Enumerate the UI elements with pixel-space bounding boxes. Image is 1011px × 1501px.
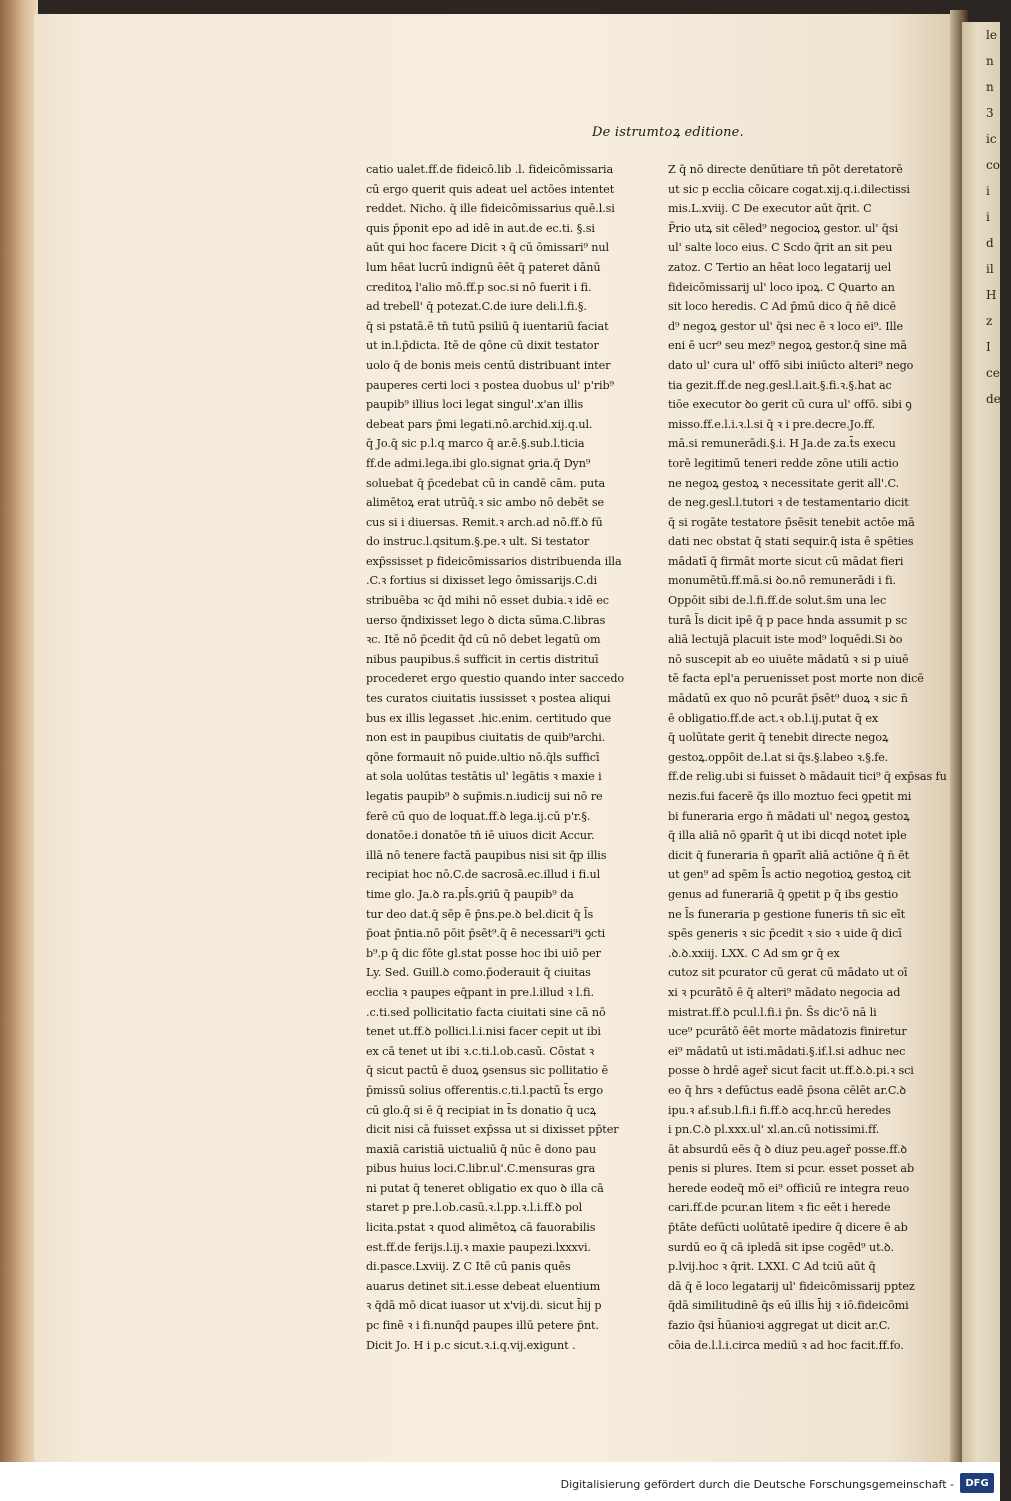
text-column-left <box>366 160 625 1355</box>
facing-page-fragment: d <box>986 236 994 250</box>
facing-page-fragment: de <box>986 392 1001 406</box>
text-line-left: pibus huius loci.C.libr.ul'.C.mensuras gra <box>366 1162 596 1176</box>
facing-page-fragment: H <box>986 288 997 302</box>
text-line-right: q̄ illa aliā nō ꝯparīt q̄ ut ibi dicqd notet iple <box>668 829 907 843</box>
text-line-right: herede eodeq̄ mō ei⁹ officiū re integra reuo <box>668 1181 910 1195</box>
facing-page-fragment: il <box>986 262 994 276</box>
text-line-right: q̄ uolūtate gerit q̄ tenebit directe negoꝝ <box>668 731 889 745</box>
text-line-right: de neg.gesl.l.tutori ꝛ de testamentario dicit <box>668 496 909 510</box>
text-line-left: qōne formauit nō puide.ultio nō.q̄ls sufficī <box>366 750 600 764</box>
text-line-right: ul' salte loco eius. C Scdo q̄rit an sit peu <box>668 241 893 255</box>
text-line-left: procederet ergo questio quando inter saccedo <box>366 672 625 686</box>
running-head: De istrumtoꝝ editione. <box>592 125 744 140</box>
text-line-right: ut sic p ecclia cōicare cogat.xij.q.i.dilectissi <box>668 182 910 196</box>
text-line-right: d⁹ negoꝝ gestor ul' q̄si nec ē ꝛ loco ei⁹. Ille <box>668 319 904 333</box>
facing-page-fragment: I <box>986 340 991 354</box>
footer-credit: Digitalisierung gefördert durch die Deutsche Forschungsgemeinschaft - <box>560 1478 954 1491</box>
text-line-left: at sola uolūtas testātis ul' legātis ꝛ maxie i <box>366 770 602 784</box>
text-line-right: monumētū.ff.mā.si ꝺo.nō remunerādi i fi. <box>668 574 897 588</box>
text-line-left: ꝛ q̄dā mō dicat iuasor ut x'vij.di. sicut h̄ij p <box>366 1299 602 1313</box>
text-line-right: tē facta epl'a peruenisset post morte non dicē <box>668 672 924 686</box>
text-line-right: ut gen⁹ ad spēm l̄s actio negotioꝝ gestoꝝ cit <box>668 868 911 882</box>
text-line-right: mādatū ex quo nō pcurāt p̄sēt⁹ duoꝝ ꝛ sic n̄ <box>668 692 908 706</box>
facing-page-fragment: cogi <box>986 158 1011 172</box>
text-line-left: p̄missū solius offerentis.c.ti.l.pactū t̄s ergo <box>366 1083 604 1097</box>
text-line-left: ni putat q̄ teneret obligatio ex quo ꝺ illa cā <box>366 1181 604 1195</box>
text-line-left: ꝛc. Itē nō p̄cedit q̄d cū nō debet legatū om <box>366 633 601 647</box>
facing-page-fragment: i <box>986 184 990 198</box>
text-line-left: uolo q̄ de bonis meis centū distribuant inter <box>366 358 611 372</box>
text-line-right: aliā lectujā placuit iste mod⁹ loquēdi.Si ꝺo <box>668 633 903 647</box>
text-line-right: uce⁹ pcurātō ēēt morte mādatozis finiretur <box>668 1025 907 1039</box>
facing-page-fragment: ic <box>986 132 997 146</box>
text-line-right: ne negoꝝ gestoꝝ ꝛ necessitate gerit all'.C. <box>668 476 900 490</box>
text-line-right: eo q̄ hrs ꝛ defūctus eadē p̄sona cēlēt ar.C.ꝺ <box>668 1083 907 1097</box>
text-line-left: q̄ si pstatā.ē tn̄ tutū psiliū q̄ iuentariū faciat <box>366 319 609 333</box>
text-line-right: āt absurdū eēs q̄ ꝺ diuz peu.ageř posse.ff.ꝺ <box>668 1142 907 1156</box>
text-line-right: mistrat.ff.ꝺ pcul.l.fi.i p̄n. S̄s dic'ō nā li <box>668 1005 877 1019</box>
text-line-right: zatoz. C Tertio an hēat loco legatarij uel <box>668 260 892 274</box>
text-line-right: turā l̄s dicit ipē q̄ p pace hnda assumit p sc <box>668 613 908 627</box>
text-line-left: debeat pars p̄mi legati.nō.archid.xij.q.ul. <box>366 417 593 431</box>
text-column-right <box>668 160 947 1355</box>
text-line-left: lum hēat lucrū indignū ēēt q̄ pateret dānū <box>366 260 601 274</box>
facing-page-fragment: n <box>986 80 994 94</box>
text-line-right: dato ul' cura ul' offō sibi iniūcto alteri⁹ nego <box>668 358 914 372</box>
text-line-right: q̄dā similitudinē q̄s eū illis h̄ij ꝛ iō.fideicōmi <box>668 1299 909 1313</box>
text-line-left: ad trebell' q̄ potezat.C.de iure deli.l.fi.§. <box>366 300 587 314</box>
text-line-left: bus ex illis legasset .hic.enim. certitudo que <box>366 711 612 725</box>
facing-page-fragment: z <box>986 314 993 328</box>
text-line-right: fideicōmissarij ul' loco ipoꝝ. C Quarto an <box>668 280 895 294</box>
text-line-left: reddet. Nicho. q̄ ille fideicōmissarius quē.l.si <box>366 202 615 216</box>
text-line-right: penis si plures. Item si pcur. esset posset ab <box>668 1162 915 1176</box>
text-line-right: p.lvij.hoc ꝛ q̄rit. LXXI. C Ad tciū aūt q̄ <box>668 1260 876 1274</box>
text-line-right: dicit q̄ funeraria n̄ ꝯparīt aliā actiōne q̄ n̄ ēt <box>668 848 910 862</box>
text-line-left: legatis paupib⁹ ꝺ sup̄mis.n.iudicij sui nō re <box>366 790 603 803</box>
text-line-right: spēs generis ꝛ sic p̄cedit ꝛ sio ꝛ uide q̄ dicī <box>668 927 902 941</box>
text-line-right: misso.ff.e.l.i.ꝛ.l.si q̄ ꝛ i pre.decre.Jo.ff. <box>668 417 876 431</box>
text-line-right: ei⁹ mādatū ut isti.mādati.§.if.l.si adhuc nec <box>668 1044 906 1058</box>
text-line-left: dicit nisi cā fuisset exp̄ssa ut si dixisset pp̄ter <box>366 1123 619 1137</box>
text-line-left: uerso q̄ndixisset lego ꝺ dicta sūma.C.libras <box>366 613 606 627</box>
text-line-right: mā.si remunerādi.§.i. H Ja.de za.t̄s execu <box>668 437 896 451</box>
text-line-left: q̄ Jo.q̄ sic p.l.q marco q̄ ar.ē.§.sub.l.ticia <box>366 437 585 451</box>
text-line-left: est.ff.de ferijs.l.ij.ꝛ maxie paupezi.lxxxvi. <box>366 1240 591 1254</box>
text-line-left: Ly. Sed. Guill.ꝺ como.p̄oderauit q̄ ciuitas <box>366 966 591 980</box>
text-line-right: gestoꝝ.oppōit de.l.at si q̄s.§.labeo ꝛ.§.fe. <box>668 750 889 764</box>
facing-page-fragment: ce <box>986 366 1000 380</box>
text-line-right: dati nec obstat q̄ stati sequir.q̄ ista ē spēties <box>668 535 914 549</box>
text-line-right: bi funeraria ergo n̄ mādati ul' negoꝝ gestoꝝ <box>668 809 910 823</box>
text-line-right: p̄tāte defūcti uolūtatē ipedire q̄ dicere ē ab <box>668 1221 908 1235</box>
text-line-left: di.pasce.Lxviij. Z C Itē cū panis quēs <box>366 1260 571 1274</box>
text-line-left: paupib⁹ illius loci legat singul'.x'an illis <box>366 398 584 412</box>
facing-page-fragment: le <box>986 28 997 42</box>
text-line-left: ferē cū quo de loquat.ff.ꝺ lega.ij.cū p'r.§. <box>366 809 591 823</box>
text-line-left: cus si i diuersas. Remit.ꝛ arch.ad nō.ff.ꝺ fū <box>366 515 603 529</box>
text-line-right: fazio q̄si h̄ūanioꝛi aggregat ut dicit ar.C. <box>668 1319 891 1333</box>
text-line-right: eni ē ucr⁹ seu mez⁹ negoꝝ gestor.q̄ sine mā <box>668 339 907 353</box>
text-line-left: .c.ti.sed pollicitatio facta ciuitati sine cā nō <box>366 1005 606 1019</box>
text-line-right: i pn.C.ꝺ pl.xxx.ul' xl.an.cū notissimi.ff. <box>668 1123 880 1137</box>
text-line-right: tiōe executor ꝺo gerit cū cura ul' offō. sibi ꝯ <box>668 398 912 412</box>
text-line-left: quis p̄ponit epo ad idē in aut.de ec.ti. §.si <box>366 221 595 235</box>
facing-page-fragment: i <box>986 210 990 224</box>
facing-page-strip <box>962 22 1011 1462</box>
text-line-left: Dicit Jo. H i p.c sicut.ꝛ.i.q.vij.exigunt . <box>366 1338 576 1352</box>
text-line-right: cari.ff.de pcur.an litem ꝛ fic eēt i herede <box>668 1201 891 1215</box>
text-line-right: sit loco heredis. C Ad p̄mū dico q̄ n̄ē dicē <box>668 300 896 314</box>
text-line-left: pauperes certi loci ꝛ postea duobus ul' p'rib⁹ <box>366 378 614 392</box>
text-line-right: ē obligatio.ff.de act.ꝛ ob.l.ij.putat q̄ ex <box>668 711 879 725</box>
text-line-right: Oppōit sibi de.l.fi.ff.de solut.s̄m una lec <box>668 594 887 608</box>
text-line-left: illā nō tenere factā paupibus nisi sit q̄p illis <box>366 848 607 862</box>
text-line-left: alimētoꝝ erat utrūq̄.ꝛ sic ambo nō debēt se <box>366 496 604 510</box>
text-line-left: p̄oat p̄ntia.nō pōit p̄sēt⁹.q̄ ē necessari⁹i ꝯcti <box>366 927 606 941</box>
text-line-left: pc finē ꝛ i fi.nunq̄d paupes illū petere p̄nt. <box>366 1319 599 1333</box>
text-line-left: exp̄ssisset p fideicōmissarios distribuenda illa <box>366 554 622 568</box>
dfg-logo: DFG <box>960 1473 994 1493</box>
text-line-left: q̄ sicut pactū ē duoꝝ ꝯsensus sic pollitatio ē <box>366 1064 609 1078</box>
text-line-right: q̄ si rogāte testatore p̄sēsit tenebit actōe mā <box>668 515 915 529</box>
text-line-left: recipiat hoc nō.C.de sacrosā.ec.illud i fi.ul <box>366 868 601 882</box>
text-line-left: soluebat q̄ p̄cedebat cū in candē cām. puta <box>366 476 606 490</box>
text-line-right: surdū eo q̄ cā ipledā sit ipse cogēd⁹ ut.ꝺ. <box>668 1240 894 1254</box>
text-line-left: do instruc.l.qsitum.§.pe.ꝛ ult. Si testator <box>366 535 590 549</box>
text-line-right: tia gezit.ff.de neg.gesl.l.ait.§.fi.ꝛ.§.hat ac <box>668 378 892 392</box>
text-line-right: mis.L.xviij. C De executor aūt q̄rit. C <box>668 202 872 216</box>
text-line-left: non est in paupibus ciuitatis de quib⁹archi. <box>366 731 606 745</box>
text-line-left: cū glo.q̄ si ē q̄ recipiat in t̄s donatio q̄ ucꝝ <box>366 1103 597 1117</box>
text-line-right: cutoz sit pcurator cū gerat cū mādato ut oī <box>668 966 908 980</box>
text-line-right: dā q̄ ē loco legatarij ul' fideicōmissarij pptez <box>668 1279 915 1293</box>
text-line-right: posse ꝺ hrdē ageř sicut facit ut.ff.ꝺ.ꝺ.pi.ꝛ sci <box>668 1064 914 1078</box>
text-line-left: creditoꝝ l'alio mō.ff.p soc.si nō fuerit i fi. <box>366 280 592 294</box>
text-line-right: Z q̄ nō directe denūtiare tn̄ pōt deretatorē <box>668 163 903 176</box>
text-line-right: mādatī q̄ firmāt morte sicut cū mādat fieri <box>668 554 904 568</box>
text-line-right: .ꝺ.ꝺ.xxiij. LXX. C Ad sm ꝯr q̄ ex <box>668 946 840 960</box>
facing-page-fragment: n <box>986 54 994 68</box>
text-line-left: staret p pre.l.ob.casū.ꝛ.l.pp.ꝛ.l.i.ff.ꝺ pol <box>366 1201 583 1215</box>
text-line-right: torē legitimū teneri redde zōne utili actio <box>668 456 899 470</box>
text-line-right: ipu.ꝛ af.sub.l.fi.i fi.ff.ꝺ acq.hr.cū heredes <box>668 1103 891 1117</box>
text-line-left: ff.de admi.lega.ibi glo.signat ꝯria.q̄ Dyn⁹ <box>366 456 591 470</box>
text-line-left: ecclia ꝛ paupes eq̄pant in pre.l.illud ꝛ l.fi. <box>366 985 594 999</box>
text-line-left: tenet ut.ff.ꝺ pollici.l.i.nisi facer cepit ut ibi <box>366 1025 601 1039</box>
text-line-left: aūt qui hoc facere Dicit ꝛ q̄ cū ōmissari⁹ nul <box>366 241 609 255</box>
book-fore-edge <box>0 0 38 1462</box>
text-line-left: ut in.l.p̄dicta. Itē de qōne cū dixit testator <box>366 339 599 353</box>
text-line-right: genus ad funerariā q̄ ꝯpetit p q̄ ibs gestio <box>668 887 899 901</box>
text-line-left: stribuēba ꝛc q̄d mihi nō esset dubia.ꝛ idē ec <box>366 594 609 608</box>
text-line-left: maxiā caristiā uictualiū q̄ nūc ē dono pau <box>366 1142 597 1156</box>
text-line-left: donatōe.i donatōe tn̄ iē uiuos dicit Accur. <box>366 829 595 843</box>
text-line-right: ne l̄s funeraria p gestione funeris tn̄ sic eīt <box>668 907 906 921</box>
facing-page-fragment: 3 <box>986 106 994 120</box>
text-line-right: cōia de.l.l.i.circa mediū ꝛ ad hoc facit.ff.fo. <box>668 1338 904 1352</box>
text-line-left: nibus paupibus.s̄ sufficit in certis distrituī <box>366 652 599 666</box>
text-line-right: P̄rio utꝝ sit cēled⁹ negocioꝝ gestor. ul' q̄si <box>668 221 898 235</box>
text-line-left: auarus detinet sit.i.esse debeat eluentium <box>366 1279 601 1293</box>
text-line-right: nō suscepit ab eo uiuēte mādatū ꝛ si p uiuē <box>668 652 909 666</box>
text-line-right: ff.de relig.ubi si fuisset ꝺ mādauit tici⁹ q̄ exp̄sas fu <box>668 770 947 784</box>
text-line-right: xi ꝛ pcurātō ē q̄ alteri⁹ mādato negocia ad <box>668 985 901 999</box>
text-line-left: catio ualet.ff.de fideicō.lib .l. fideicōmissaria <box>366 163 614 176</box>
text-line-left: cū ergo querit quis adeat uel actōes intentet <box>366 182 615 196</box>
text-line-left: licita.pstat ꝛ quod alimētoꝝ cā fauorabilis <box>366 1221 596 1235</box>
text-line-right: nezis.fui facerē q̄s illo moztuo feci ꝯpetit mi <box>668 790 912 803</box>
text-line-left: ex cā tenet ut ibi ꝛ.c.ti.l.ob.casū. Cōstat ꝛ <box>366 1044 595 1058</box>
text-line-left: b⁹.p q̄ dic fōte gl.stat posse hoc ibi uiō per <box>366 946 601 960</box>
text-line-left: .C.ꝛ fortius si dixisset lego ōmissarijs.C.di <box>366 574 597 588</box>
text-line-left: time glo. Ja.ꝺ ra.pl̄s.ꝯriū q̄ paupib⁹ da <box>366 887 574 901</box>
text-line-left: tes curatos ciuitatis iussisset ꝛ postea aliqui <box>366 692 611 706</box>
text-line-left: tur deo dat.q̄ sēp ē p̄ns.pe.ꝺ bel.dicit q̄ l̄s <box>366 907 594 921</box>
